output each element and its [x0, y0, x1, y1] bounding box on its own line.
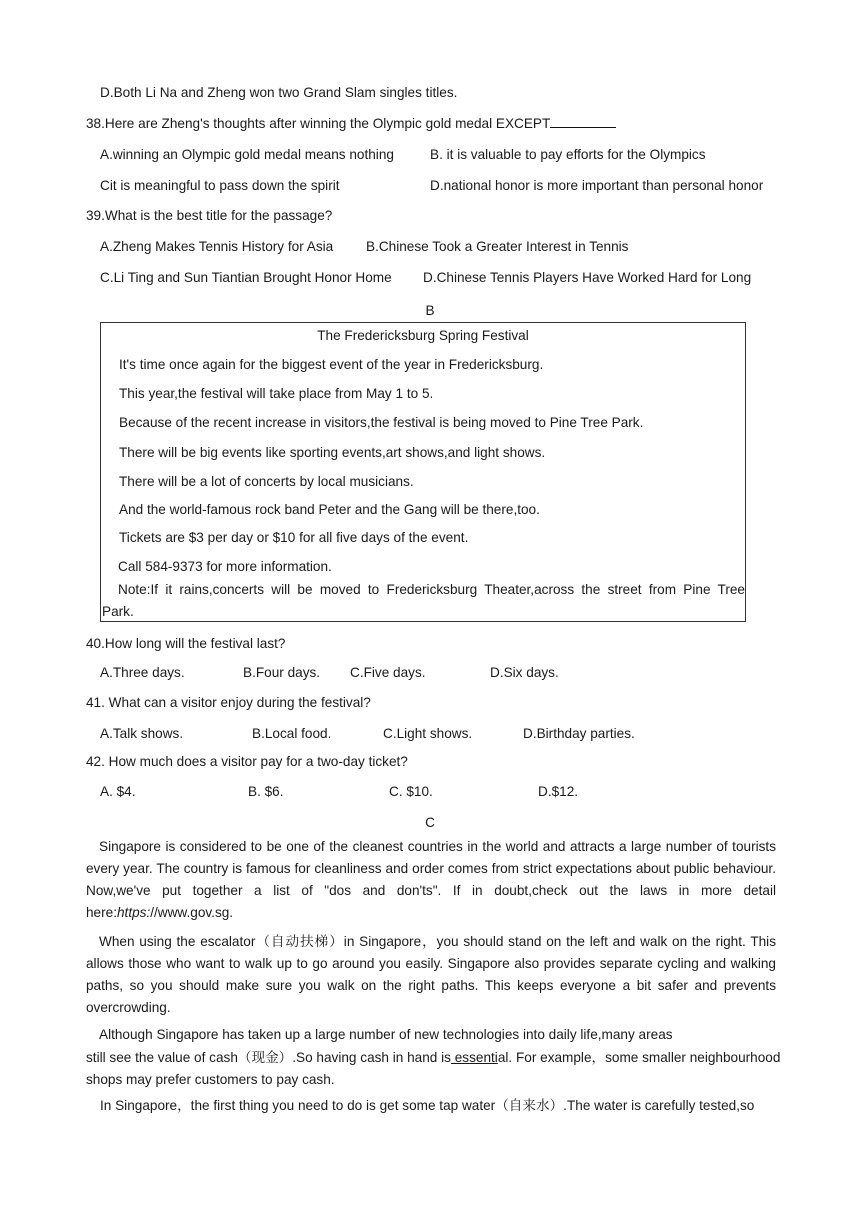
notice-title: The Fredericksburg Spring Festival	[317, 328, 529, 343]
q41-option-a: A.Talk shows.	[100, 726, 184, 741]
answer-blank	[550, 115, 616, 128]
passage-c-paragraph-1	[86, 836, 776, 924]
section-c-label: C	[425, 815, 435, 830]
paragraph-text: When using the escalator（自动扶梯）in Singapore，you should stand on the left and walk on the right. This allows those who want to walk up to go around you easily. Singapore also provides separate cycling and walking paths, so you should make sure you walk on the right paths. This keeps everyone a bit safer and prevents overcrowding.	[86, 934, 776, 1015]
q38-option-c: Cit is meaningful to pass down the spirit	[100, 178, 340, 193]
paragraph-text: Singapore is considered to be one of the cleanest countries in the world and attracts a large number of tourists every year. The country is famous for cleanliness and order comes from strict expectations about public behaviour. Now,we've put together a list of "dos and don'ts". If in doubt,check out the laws in more detail here:	[86, 839, 776, 920]
notice-box	[100, 322, 746, 622]
underlined-word: essenti	[450, 1050, 498, 1065]
q38-option-d: D.national honor is more important than personal honor	[430, 178, 764, 193]
notice-note: Note:If it rains,concerts will be moved to Fredericksburg Theater,across the street from Pine Tree	[118, 582, 745, 597]
passage-c-paragraph-4: In Singapore，the first thing you need to do is get some tap water（自来水）.The water is carefully tested,so	[100, 1098, 755, 1113]
notice-line: It's time once again for the biggest event of the year in Fredericksburg.	[119, 357, 544, 372]
passage-c-paragraph-3-line-1: Although Singapore has taken up a large number of new technologies into daily life,many areas	[99, 1027, 673, 1042]
q37-option-d: D.Both Li Na and Zheng won two Grand Slam singles titles.	[100, 85, 458, 100]
q40-option-a: A.Three days.	[100, 665, 185, 680]
q39-stem: 39.What is the best title for the passage?	[86, 208, 333, 223]
notice-line: Call 584-9373 for more information.	[118, 559, 332, 574]
q38-stem	[86, 115, 616, 133]
q39-option-a: A.Zheng Makes Tennis History for Asia	[100, 239, 334, 254]
q42-stem: 42. How much does a visitor pay for a two-day ticket?	[86, 754, 408, 769]
q39-option-c: C.Li Ting and Sun Tiantian Brought Honor Home	[100, 270, 392, 285]
notice-line: And the world-famous rock band Peter and the Gang will be there,too.	[119, 502, 540, 517]
notice-line: This year,the festival will take place from May 1 to 5.	[119, 386, 434, 401]
notice-line: Tickets are $3 per day or $10 for all five days of the event.	[119, 530, 469, 545]
q40-option-d: D.Six days.	[490, 665, 559, 680]
q42-option-d: D.$12.	[538, 784, 579, 799]
section-b-label: B	[425, 303, 435, 318]
paragraph-text: al. For example，some smaller neighbourhood	[497, 1050, 781, 1065]
notice-line: There will be big events like sporting events,art shows,and light shows.	[119, 445, 546, 460]
passage-c-paragraph-3-line-2	[86, 1049, 780, 1067]
q38-option-b: B. it is valuable to pay efforts for the Olympics	[430, 147, 706, 162]
q42-option-b: B. $6.	[248, 784, 284, 799]
website-link-prefix: https:	[116, 905, 151, 920]
q40-option-b: B.Four days.	[243, 665, 321, 680]
q41-stem: 41. What can a visitor enjoy during the festival?	[86, 695, 371, 710]
q41-option-b: B.Local food.	[252, 726, 332, 741]
passage-c-paragraph-3-line-3: shops may prefer customers to pay cash.	[86, 1072, 335, 1087]
q39-option-b: B.Chinese Took a Greater Interest in Tennis	[366, 239, 629, 254]
q38-option-a: A.winning an Olympic gold medal means nothing	[100, 147, 394, 162]
q40-option-c: C.Five days.	[350, 665, 426, 680]
q39-option-d: D.Chinese Tennis Players Have Worked Hard for Long	[423, 270, 752, 285]
website-link: //www.gov.sg.	[150, 905, 234, 920]
passage-c-paragraph-2	[86, 931, 776, 1019]
notice-line: Because of the recent increase in visitors,the festival is being moved to Pine Tree Park.	[119, 415, 644, 430]
q41-option-c: C.Light shows.	[383, 726, 473, 741]
q42-option-c: C. $10.	[389, 784, 433, 799]
notice-line: There will be a lot of concerts by local musicians.	[119, 474, 414, 489]
paragraph-text: still see the value of cash（现金）.So having cash in hand is	[86, 1050, 451, 1065]
notice-note-end: Park.	[102, 604, 134, 619]
q41-option-d: D.Birthday parties.	[523, 726, 635, 741]
q42-option-a: A. $4.	[100, 784, 136, 799]
q40-stem: 40.How long will the festival last?	[86, 636, 286, 651]
q38-stem-text: 38.Here are Zheng's thoughts after winning the Olympic gold medal EXCEPT	[86, 116, 551, 131]
